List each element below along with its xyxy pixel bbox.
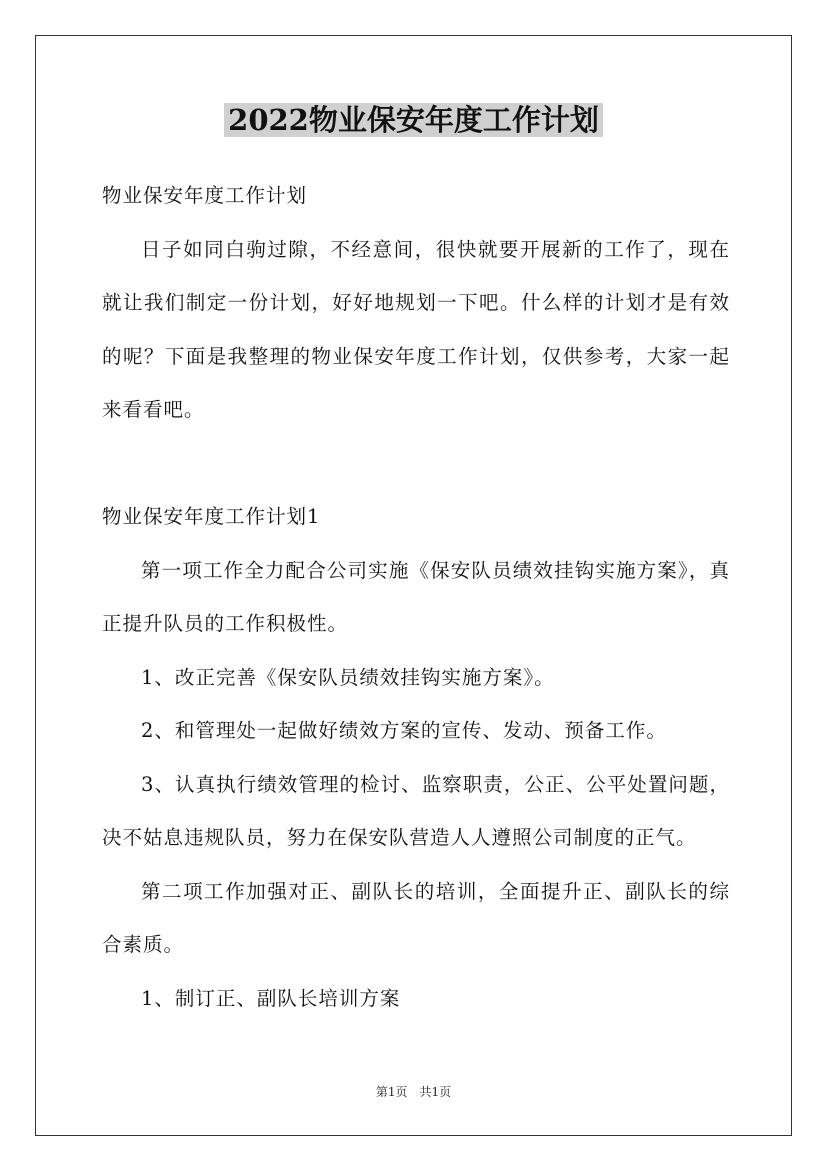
body-paragraph: 2、和管理处一起做好绩效方案的宣传、发动、预备工作。 <box>141 719 667 742</box>
body-paragraph: 1、改正完善《保安队员绩效挂钩实施方案》。 <box>141 665 555 689</box>
page-footer <box>0 1083 827 1100</box>
body-paragraph: 第一项工作全力配合公司实施《保安队员绩效挂钩实施方案》，真正提升队员的工作积极性。 <box>102 558 730 635</box>
body-paragraph: 1、制订正、副队长培训方案 <box>141 986 401 1010</box>
page-number: 第1页 共1页 <box>375 1085 452 1099</box>
body-paragraph: 第二项工作加强对正、副队长的培训，全面提升正、副队长的综合素质。 <box>102 879 730 956</box>
section-heading: 物业保安年度工作计划1 <box>102 505 321 528</box>
blank-line <box>102 437 730 491</box>
document-title <box>0 98 827 142</box>
document-body <box>102 169 730 1025</box>
body-paragraph: 3、认真执行绩效管理的检讨、监察职责，公正、公平处置问题，决不姑息违规队员，努力在保安队营造人人遵照公司制度的正气。 <box>102 772 730 849</box>
intro-paragraph: 日子如同白驹过隙，不经意间，很快就要开展新的工作了，现在就让我们制定一份计划，好好地规划一下吧。什么样的计划才是有效的呢？下面是我整理的物业保安年度工作计划，仅供参考，大家一起来看看吧。 <box>102 237 730 421</box>
subtitle: 物业保安年度工作计划 <box>102 184 308 207</box>
document-title-text: 2022物业保安年度工作计划 <box>224 103 603 137</box>
